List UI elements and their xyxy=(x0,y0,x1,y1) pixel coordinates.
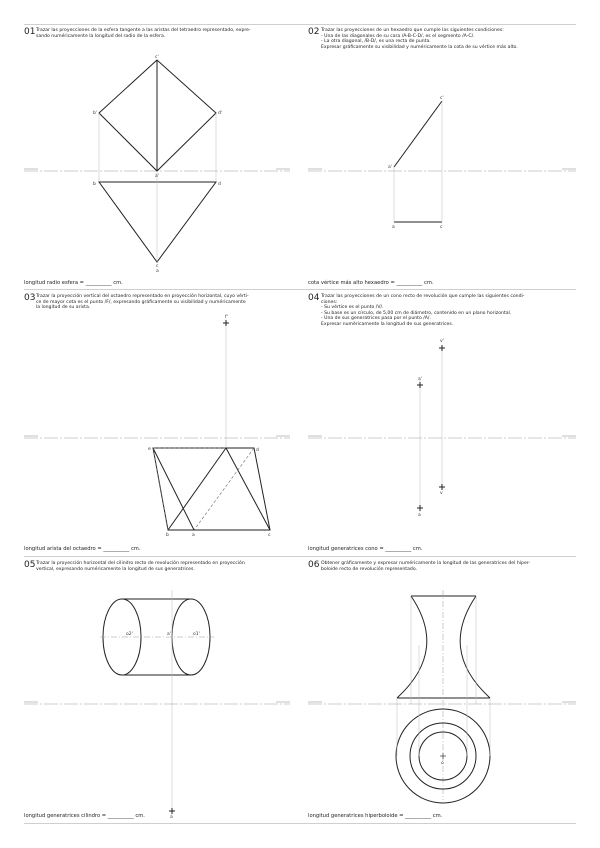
exercise-number: 02 xyxy=(308,27,320,37)
answer-line: longitud generatrices hiperboloide = __________ cm. xyxy=(308,813,443,819)
center-mark-06 xyxy=(440,753,446,759)
label: b xyxy=(93,182,96,187)
label: c xyxy=(440,225,443,230)
reference-lines-04 xyxy=(420,345,442,512)
tetrahedron-plan xyxy=(99,182,216,262)
label: a xyxy=(418,513,421,518)
label: d xyxy=(218,182,221,187)
ground-line-05 xyxy=(24,702,290,704)
tetrahedron-elevation xyxy=(99,60,216,171)
label: c' xyxy=(155,55,159,60)
exercise-statement: Trazar la proyección vertical del octaedro representado en proyección horizontal, cuyo vérti- ce de mayor cota es el punto /F/, expresando gráficamente su visibilidad y numéricamente la longitud de su arista. xyxy=(36,294,249,311)
segment-ac-elevation xyxy=(394,101,442,167)
label: c' xyxy=(440,96,444,101)
answer-line: cota vértice más alto hexaedro = __________ cm. xyxy=(308,280,434,286)
exercise-number: 04 xyxy=(308,293,320,303)
answer-line: longitud arista del octaedro = __________ cm. xyxy=(24,546,141,552)
labels-01 xyxy=(93,54,222,274)
point-f-elevation xyxy=(223,320,229,326)
label: b' xyxy=(93,111,98,116)
exercise-statement: Trazar las proyecciones de la esfera tangente a las aristas del tetraedro representado, expre- sando numéricamente la longitud del radio de la esfera. xyxy=(36,28,251,39)
exercise-statement: Trazar la proyección horizontal del cilindro recto de revolución representado en proyección vertical, expresando numéricamente la longitud de sus generatrices. xyxy=(36,561,245,572)
reference-lines-02 xyxy=(394,101,442,222)
label: v xyxy=(440,491,443,496)
label: a xyxy=(392,225,395,230)
labels-02 xyxy=(388,95,444,230)
exercise-statement: Obtener gráficamente y expresar numéricamente la longitud de las generatrices del hiper- boloide recto de revolución representado. xyxy=(321,561,531,572)
label: a' xyxy=(155,174,159,179)
answer-line: longitud generatrices cilindro = __________ cm. xyxy=(24,813,145,819)
label: a xyxy=(170,815,173,820)
label: a' xyxy=(388,165,392,170)
ground-line-06 xyxy=(308,702,576,704)
label: c xyxy=(268,533,271,538)
exercise-number: 03 xyxy=(24,293,36,303)
labels-06 xyxy=(441,761,444,766)
label: o xyxy=(441,761,444,766)
label: a' xyxy=(167,632,171,637)
point-v-elevation xyxy=(439,345,445,351)
label: d xyxy=(256,448,259,453)
labels-04 xyxy=(418,338,444,518)
exercise-number: 01 xyxy=(24,27,36,37)
label: a xyxy=(192,533,195,538)
point-v-plan xyxy=(439,484,445,490)
exercise-statement: Trazar las proyecciones de un cono recto de revolución que cumple las siguientes condi- ciones: - Su vértice es el punto /V/. - Su base es un círculo, de 5,00 cm de diámetro, contenido en un plano horizontal. - Una de sus generatrices pasa por el punto /A/. Expresar numéricamente la longitud de sus generatrices. xyxy=(321,294,525,327)
exercise-statement: Trazar las proyecciones de un hexaedro que cumple las siguientes condiciones: - Una de las diagonales de su cara /A-B-C-D/, es el segmento /A-C/. - La otra diagonal, /B-D/, es una recta de punta. Expresar gráficamente su visibilidad y numéricamente la cota de su vértice más alto. xyxy=(321,28,518,50)
label: o2' xyxy=(126,632,133,637)
exercise-number: 06 xyxy=(308,560,320,570)
answer-line: longitud generatrices cono = __________ cm. xyxy=(308,546,423,552)
label: b xyxy=(166,533,169,538)
label: o1' xyxy=(193,632,200,637)
octahedron-plan-hidden xyxy=(153,448,254,530)
point-a-plan-05 xyxy=(169,808,175,814)
label: a xyxy=(156,269,159,274)
answer-line: longitud radio esfera = __________ cm. xyxy=(24,280,123,286)
ground-line-03 xyxy=(24,436,290,438)
octahedron-plan xyxy=(153,448,270,530)
labels-03 xyxy=(148,314,271,538)
label: v' xyxy=(440,339,444,344)
point-a-elevation xyxy=(417,382,423,388)
label: d' xyxy=(218,111,223,116)
exercise-number: 05 xyxy=(24,560,36,570)
label: a' xyxy=(418,377,422,382)
label: c xyxy=(156,264,159,269)
point-a-plan xyxy=(417,505,423,511)
label: e xyxy=(148,447,151,452)
label: f' xyxy=(225,315,228,320)
